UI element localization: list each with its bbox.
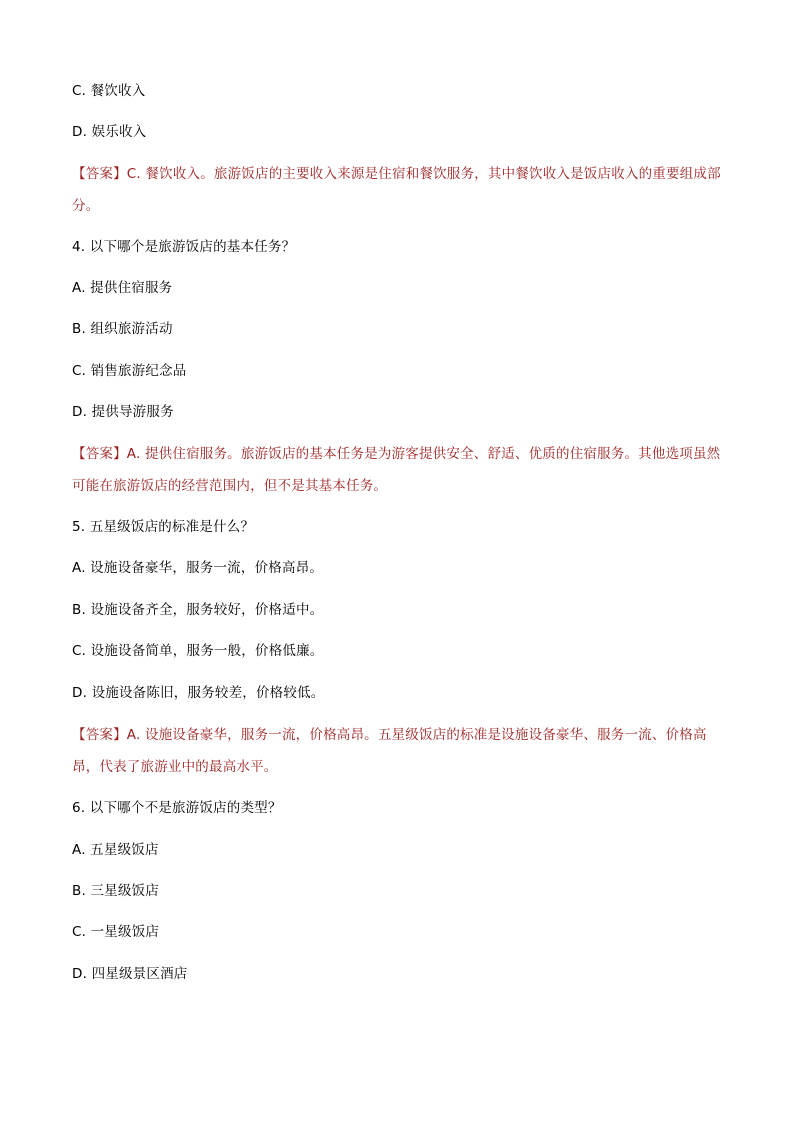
option-d-q3: D. 娱乐收入 bbox=[72, 124, 147, 140]
question-4: 4. 以下哪个是旅游饭店的基本任务？ bbox=[72, 239, 296, 255]
option-b-q6: B. 三星级饭店 bbox=[72, 883, 159, 899]
question-5: 5. 五星级饭店的标准是什么？ bbox=[72, 519, 255, 535]
option-a-q5: A. 设施设备豪华，服务一流，价格高昂。 bbox=[72, 560, 324, 576]
answer-q4: 【答案】A. 提供住宿服务。旅游饭店的基本任务是为游客提供安全、舒适、优质的住宿服务。其他选项虽然可能在旅游饭店的经营范围内，但不是其基本任务。 bbox=[72, 446, 721, 494]
option-c-q5: C. 设施设备简单，服务一般，价格低廉。 bbox=[72, 643, 324, 659]
option-b-q5: B. 设施设备齐全，服务较好，价格适中。 bbox=[72, 602, 324, 618]
option-c-q3: C. 餐饮收入 bbox=[72, 83, 146, 99]
option-c-q4: C. 销售旅游纪念品 bbox=[72, 363, 187, 379]
option-d-q6: D. 四星级景区酒店 bbox=[72, 966, 188, 982]
option-a-q4: A. 提供住宿服务 bbox=[72, 280, 173, 296]
option-d-q5: D. 设施设备陈旧，服务较差，价格较低。 bbox=[72, 685, 325, 701]
option-a-q6: A. 五星级饭店 bbox=[72, 842, 159, 858]
option-d-q4: D. 提供导游服务 bbox=[72, 404, 174, 420]
question-6: 6. 以下哪个不是旅游饭店的类型？ bbox=[72, 800, 282, 816]
answer-q5: 【答案】A. 设施设备豪华，服务一流，价格高昂。五星级饭店的标准是设施设备豪华、服务一流、价格高昂，代表了旅游业中的最高水平。 bbox=[72, 727, 707, 775]
answer-q3: 【答案】C. 餐饮收入。旅游饭店的主要收入来源是住宿和餐饮服务，其中餐饮收入是饭店收入的重要组成部分。 bbox=[72, 166, 721, 214]
option-b-q4: B. 组织旅游活动 bbox=[72, 321, 173, 337]
option-c-q6: C. 一星级饭店 bbox=[72, 924, 160, 940]
